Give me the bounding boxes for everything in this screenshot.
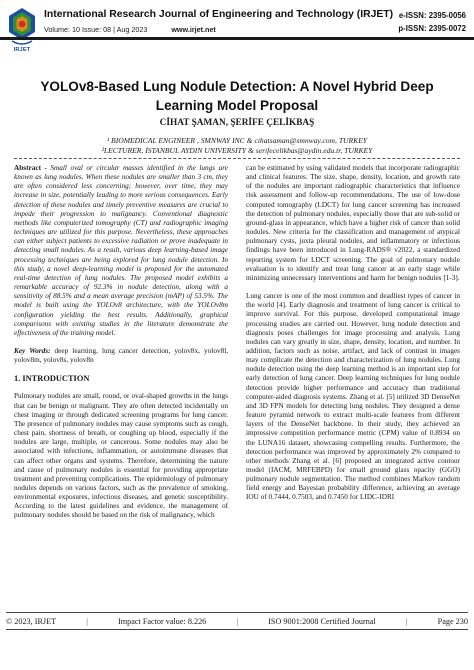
paper-authors: CİHAT ŞAMAN, ŞERİFE ÇELİKBAŞ	[159, 118, 315, 128]
footer-separator: |	[236, 617, 239, 626]
e-issn: e-ISSN: 2395-0056	[398, 11, 466, 20]
footer-page-number: Page 230	[437, 617, 468, 626]
page-footer	[0, 612, 474, 652]
footer-separator: |	[86, 617, 88, 626]
p-issn: p-ISSN: 2395-0072	[398, 24, 466, 33]
footer-impact-factor: Impact Factor value: 8.226	[118, 617, 207, 626]
footer-divider-bottom	[6, 629, 468, 630]
right-column	[246, 164, 460, 588]
keywords	[14, 347, 228, 365]
footer-text	[6, 617, 468, 626]
journal-meta	[44, 25, 216, 34]
right-paragraph-1: can be estimated by using validated models that incorporate radiographic and clinical features. The size, shape, density, location, and growth rate of the nodules are important radiographic characteristics that influence risk assessment and follow-up recommendations. The use of low-dose computed tomography (LDCT) for lung cancer screening has increased the detection of pulmonary nodules, especially those that are sub-solid or ground-glass in appearance, which have a higher risk of cancer than solid nodules. New criteria for the classification and management of atypical pulmonary cysts, juxta pleural nodules, and inflammatory or infectious findings have been introduced in Lung-RADS® v2022, a standardized reporting system for LDCT screening. The goal of pulmonary nodule evaluation is to identify and treat lung cancer at an early stage while minimizing unnecessary interventions and harm for benign nodules [1-3].	[246, 164, 460, 282]
footer-separator: |	[405, 617, 408, 626]
header-divider	[0, 37, 474, 40]
footer-divider-top	[6, 612, 468, 613]
section-heading-introduction: 1. INTRODUCTION	[14, 374, 90, 384]
irjet-logo-icon	[4, 5, 40, 49]
intro-paragraph: Pulmonary nodules are small, round, or oval-shaped growths in the lungs that can be benign or malignant. They are often detected incidentally on chest imaging or through dedicated screening programs for lung cancer. The presence of pulmonary nodules may cause symptoms such as cough, chest pain, shortness of breath, or coughing up blood, especially if the nodules are large, multiple, or cancerous. Some nodules may also be associated with infections, inflammation, or autoimmune diseases that can affect other organs and systems. Therefore, determining the nature and cause of pulmonary nodules is essential for providing appropriate treatment and preventing complications. The epidemiology of pulmonary nodules depends on various factors, such as the prevalence of smoking, environmental exposures, infectious diseases, and genetic susceptibility. According to the latest guidelines and evidence, the management of pulmonary nodules should be based on the risk of malignancy, which	[14, 392, 228, 520]
footer-iso: ISO 9001:2008 Certified Journal	[268, 617, 376, 626]
journal-title: International Research Journal of Engineering and Technology (IRJET)	[44, 9, 394, 20]
affiliation-1: ¹ BIOMEDICAL ENGINEER , SMNWAY INC & cihatsaman@smnway.com, TURKEY	[106, 136, 368, 145]
right-paragraph-2: Lung cancer is one of the most common and deadliest types of cancer in the world [4]. Early diagnosis and treatment of lung cancer is critical to improve survival. For this purpose, developed computational image processing studies are carried out. However, lung nodule detection and diagnosis poses challenges for image processing and analysis. Lung nodules can vary greatly in size, shape, density, location, and number. In addition, factors such as noise, artifact, and lack of contrast in images may complicate the detection and characterization of lung nodules. Lung nodule detection using the deep learning method is an important step for early detection of lung cancer. Deep learning techniques for lung nodule detection provide higher performance and accuracy than traditional computer-aided diagnosis systems. Zhang et al. [5] utilized 3D DenseNet and 3D FPN models for detecting lung nodules. They designed a dense feature pyramid network to extract multi-scale features from different layers of the DenseNet backbone. In their study, they achieved an impressive competition performance metric (CPM) value of 0.8934 on the LUNA16 dataset, showcasing compelling results. Furthermore, the detection performance was improved by approximately 2% compared to other methods Zhang et al. [6] proposed an integrated active contour model (IACM, MRFEBPD) for small ground glass opacity (GGO) pulmonary nodule segmentation. The method combines Markov random field energy and Bayesian probability difference, achieving an average IOU of 0.7444, 0.7503, and 0.7450 for LIDC-IDRI	[246, 292, 460, 502]
journal-logo	[4, 5, 40, 53]
keywords-text: deep learning, lung cancer detection, yolov8x, yolov8l, yolov8m, yolov8s, yolov8n	[14, 346, 228, 365]
journal-header	[0, 0, 474, 62]
journal-url[interactable]: www.irjet.net	[171, 25, 216, 34]
affiliation-2: ²LECTURER, İSTANBUL AYDIN UNIVERSITY & serifecelikbas@aydin.edu.tr, TURKEY	[101, 146, 373, 155]
paper-title: YOLOv8-Based Lung Nodule Detection: A Novel Hybrid Deep Learning Model Proposal	[40, 79, 434, 113]
volume-issue: Volume: 10 Issue: 08 | Aug 2023	[44, 25, 148, 34]
abstract-text: Small oval or circular masses identified in the lungs are known as lung nodules. When these nodules are smaller than 3 cm, they are often considered less concerning; however, over time, they may increase in size, potentially leading to more serious consequences. Early detection of these nodules and timely preventive measures are crucial to impede their progression to malignancy. Conventional diagnostic methods like computerized tomography (CT) and radiographic imaging techniques are utilized for this purpose. Nevertheless, these approaches can either subject patients to excessive radiation or prove inadequate in detecting small nodules. As a result, various deep learning-based image processing techniques are being explored for lung nodule detection. In this study, a novel deep-learning model is proposed for the automated real-time detection of lung nodules. The proposed model exhibits a remarkable accuracy of 92.3% in nodule detection, along with a sensitivity of 88.5% and a mean average precision (mAP) of 53.5%. The model is built using the YOLOv8 architecture, with the YOLOv8m configuration yielding the best results. Additionally, graphical comparisons with existing studies in the literature demonstrate the effectiveness of the training model.	[14, 164, 228, 337]
left-column	[14, 164, 228, 588]
abstract-label: Abstract -	[14, 164, 47, 172]
footer-copyright: © 2023, IRJET	[6, 617, 57, 626]
title-separator	[14, 158, 460, 159]
keywords-label: Key Words:	[14, 346, 51, 355]
abstract	[14, 164, 228, 338]
logo-label: IRJET	[13, 47, 31, 53]
